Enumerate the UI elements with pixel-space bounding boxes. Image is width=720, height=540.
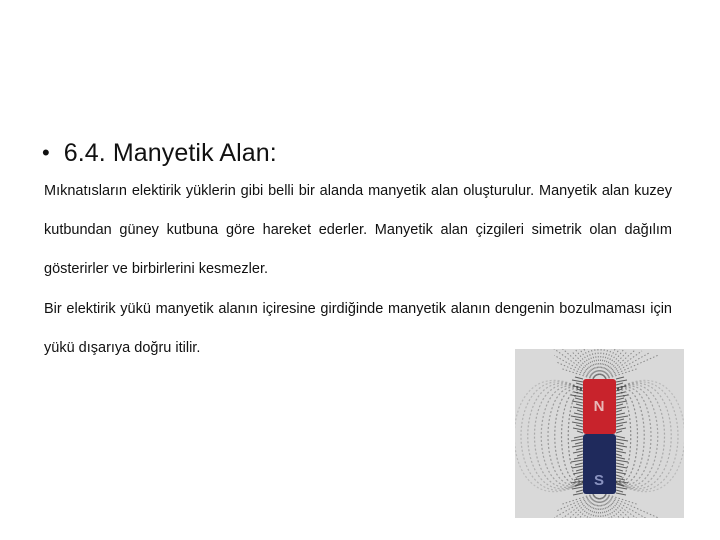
body-paragraph-2: Bir elektirik yükü manyetik alanın içiresine girdiğinde manyetik alanın dengenin bozulmaması için yükü dışarıya doğru itilir. <box>44 301 672 356</box>
body-paragraph-1: Mıknatısların elektirik yüklerin gibi belli bir alanda manyetik alan oluşturulur. Manyetik alan kuzey kutbundan güney kutbuna göre hareket ederler. Manyetik alan çizgileri simetrik olan dağılım gösterirler ve birbirlerini kesmezler. <box>44 183 672 277</box>
magnet-field-illustration <box>515 349 684 518</box>
south-label: S <box>593 472 605 489</box>
north-label: N <box>593 398 605 415</box>
title-row <box>42 133 277 173</box>
slide-title: 6.4. Manyetik Alan: <box>63 138 277 167</box>
magnet-field-image <box>515 349 684 518</box>
title-bullet: • <box>42 140 50 165</box>
